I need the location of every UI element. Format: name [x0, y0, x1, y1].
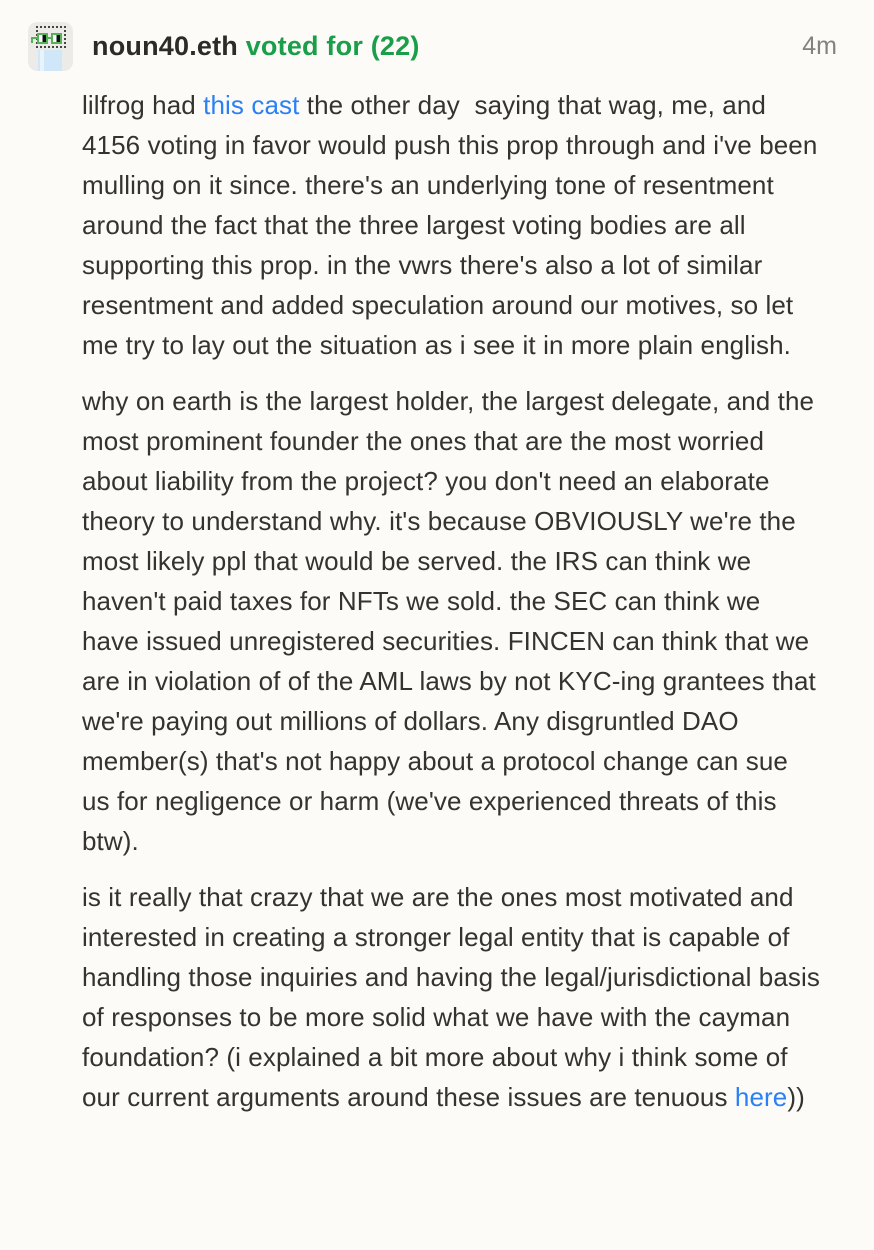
avatar[interactable] — [28, 22, 73, 71]
author-name[interactable]: noun40.eth — [92, 31, 239, 61]
paragraph-text: lilfrog had — [82, 90, 204, 120]
paragraph-text: the other day saying that wag, me, and 4156 voting in favor would push this prop through and i've been mulling on it since. there's an underlying tone of resentment around the fact that the three largest voting bodies are all supporting this prop. in the vwrs there's also a lot of similar resentment and added speculation around our motives, so let me try to lay out the situation as i see it in more plain english. — [82, 90, 825, 360]
paragraph-text: )) — [787, 1082, 805, 1112]
paragraph-text: is it really that crazy that we are the ones most motivated and interested in creating a stronger legal entity that is capable of handling those inquiries and having the legal/jurisdictional basis of responses to be more solid what we have with the cayman foundation? (i explained a bit more about why i think some of our current arguments around these issues are tenuous — [82, 882, 828, 1112]
paragraph-text: why on earth is the largest holder, the largest delegate, and the most prominent founder the ones that are the most worried about liability from the project? you don't need an elaborate theory to understand why. it's because OBVIOUSLY we're the most likely ppl that would be served. the IRS can think we haven't paid taxes for NFTs we sold. the SEC can think we have issued unregistered securities. FINCEN can think that we are in violation of of the AML laws by not KYC-ing grantees that we're paying out millions of dollars. Any disgruntled DAO member(s) that's not happy about a protocol change can sue us for negligence or harm (we've experienced threats of this btw). — [82, 386, 824, 856]
vote-action-label: voted for (22) — [245, 31, 420, 61]
here-link[interactable]: here — [734, 1082, 788, 1112]
post-header — [28, 22, 874, 71]
this-cast-link[interactable]: this cast — [203, 90, 300, 120]
post-paragraph — [82, 85, 825, 365]
post-title — [92, 31, 420, 62]
noun-glasses-icon — [28, 22, 73, 71]
post-body — [82, 85, 828, 1117]
post-paragraph — [82, 877, 828, 1117]
timestamp: 4m — [802, 32, 837, 60]
post-paragraph — [82, 381, 822, 861]
